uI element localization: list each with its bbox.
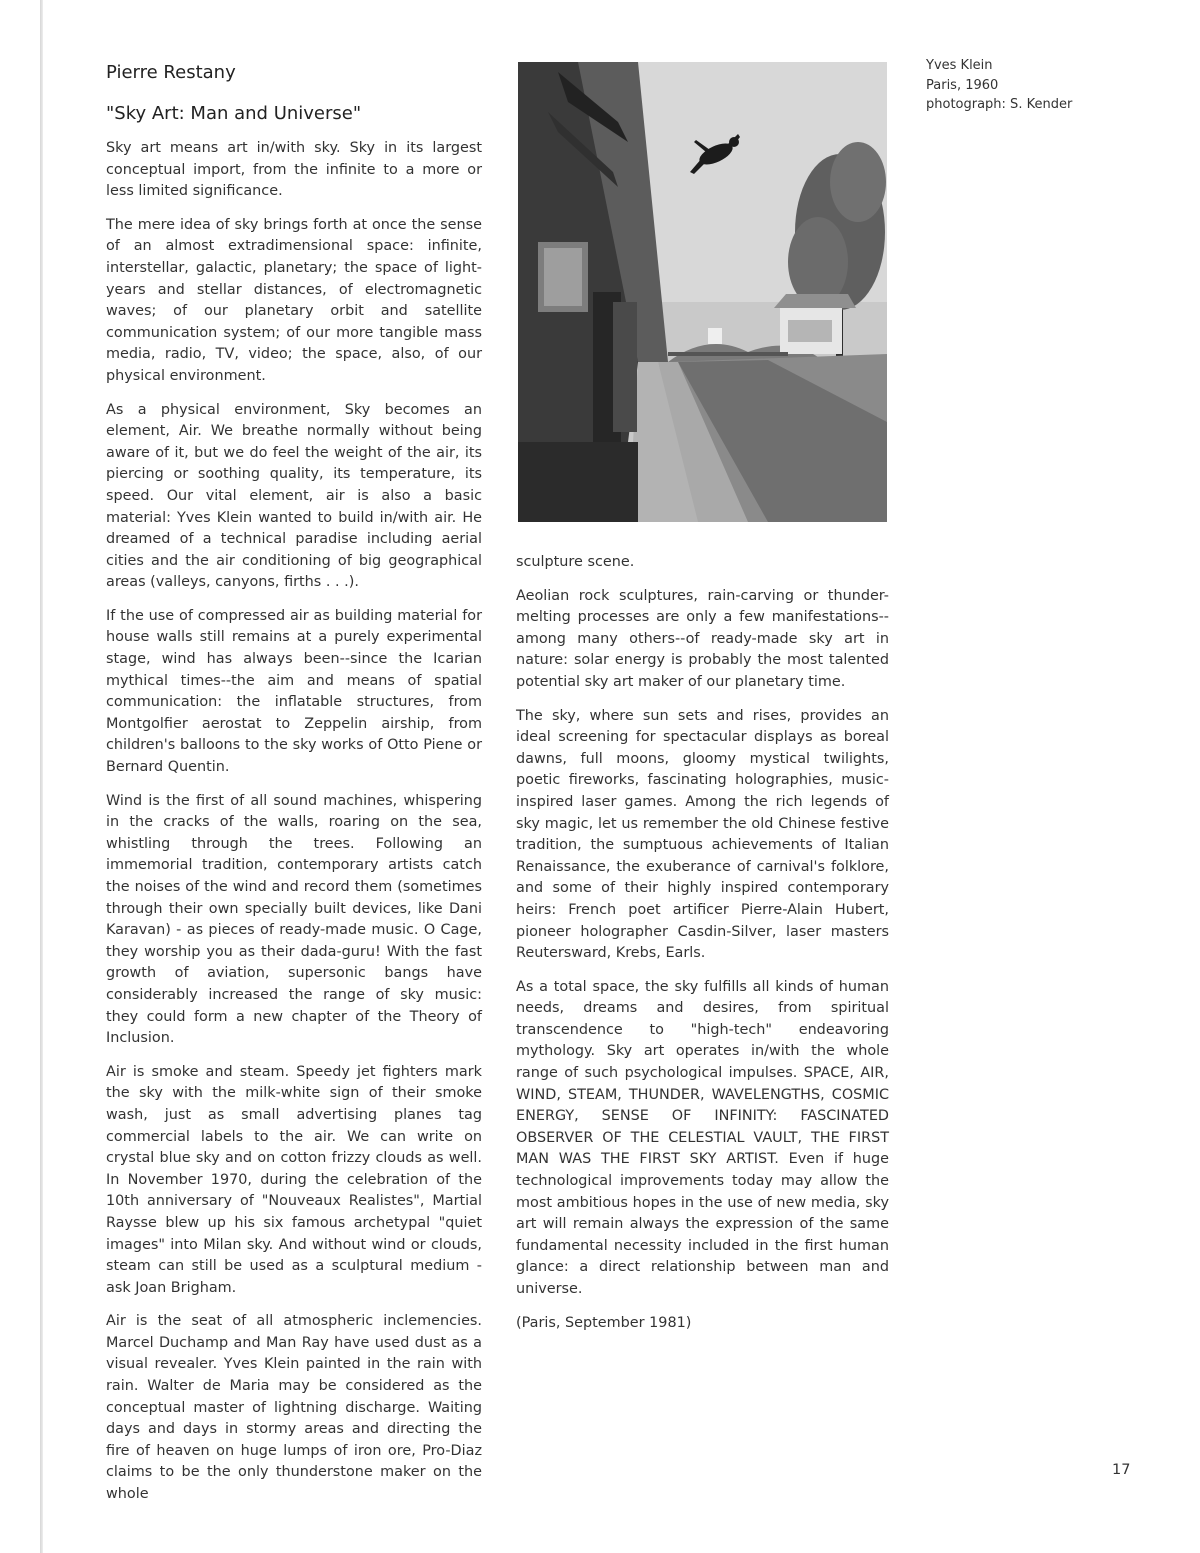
paragraph: Aeolian rock sculptures, rain-carving or thunder-melting processes are only a few manifestations--among many others--of ready-made sky art in nature: solar energy is probably the most talented potential sky art maker of our planetary time.	[516, 587, 889, 690]
paragraph: As a physical environment, Sky becomes an element, Air. We breathe normally without being aware of it, but we do feel the weight of the air, its piercing or soothing quality, its temperature, its speed. Our vital element, air is also a basic material: Yves Klein wanted to build in/with air. He dreamed of a technical paradise including aerial cities and the air conditioning of big geographical areas (valleys, canyons, firths . . .).	[106, 401, 482, 591]
paragraph: As a total space, the sky fulfills all kinds of human needs, dreams and desires, from spiritual transcendence to "high-tech" endeavoring mythology. Sky art operates in/with the whole range of such psychological impulses. SPACE, AIR, WIND, STEAM, THUNDER, WAVELENGTHS, COSMIC ENERGY, SENSE OF INFINITY: FASCINATED OBSERVER OF THE CELESTIAL VAULT, THE FIRST MAN WAS THE FIRST SKY ARTIST. Even if huge technological improvements today may allow the most ambitious hopes in the use of new media, sky art will remain always the expression of the same fundamental necessity included in the first human glance: a direct relationship between man and universe.	[516, 978, 889, 1297]
right-column	[516, 552, 889, 1346]
paragraph: The sky, where sun sets and rises, provides an ideal screening for spectacular displays as boreal dawns, full moons, gloomy mystical twilights, poetic fireworks, fascinating holographies, music-inspired laser games. Among the rich legends of sky magic, let us remember the old Chinese festive tradition, the sumptuous achievements of Italian Renaissance, the exuberance of carnival's folklore, and some of their highly inspired contemporary heirs: French poet artificer Pierre-Alain Hubert, pioneer holographer Casdin-Silver, laser masters Reutersward, Krebs, Earls.	[516, 707, 889, 962]
paragraph: If the use of compressed air as building material for house walls still remains at a purely experimental stage, wind has always been--since the Icarian mythical times--the aim and means of spatial communication: the inflatable structures, from Montgolfier aerostat to Zeppelin airship, from children's balloons to the sky works of Otto Piene or Bernard Quentin.	[106, 607, 482, 776]
leap-into-the-void-photograph	[518, 62, 887, 522]
caption-credit: photograph: S. Kender	[926, 97, 1073, 112]
caption-artist: Yves Klein	[926, 58, 993, 73]
paragraph: Air is the seat of all atmospheric inclemencies. Marcel Duchamp and Man Ray have used dust as a visual revealer. Yves Klein painted in the rain with rain. Walter de Maria may be considered as the conceptual master of lightning discharge. Waiting days and days in stormy areas and directing the fire of heaven on huge lumps of iron ore, Pro-Diaz claims to be the only thunderstone maker on the whole	[106, 1313, 482, 1503]
dateline: (Paris, September 1981)	[516, 1314, 692, 1331]
page-number: 17	[1112, 1462, 1131, 1478]
paragraph: Sky art means art in/with sky. Sky in its largest conceptual import, from the infinite to a more or less limited significance.	[106, 140, 482, 200]
paragraph: The mere idea of sky brings forth at once the sense of an almost extradimensional space: infinite, interstellar, galactic, planetary; the space of light-years and stellar distances, of electromagnetic waves; of our planetary orbit and satellite communication system; of our more tangible mass media, radio, TV, video; the space, also, of our physical environment.	[106, 216, 482, 384]
paragraph: sculpture scene.	[516, 554, 635, 570]
paragraph: Wind is the first of all sound machines, whispering in the cracks of the walls, roaring on the sea, whistling through the trees. Following an immemorial tradition, contemporary artists catch the noises of the wind and record them (sometimes through their own specially built devices, like Dani Karavan) - as pieces of ready-made music. O Cage, they worship you as their dada-guru! With the fast growth of aviation, supersonic bangs have considerably increased the range of sky music: they could form a new chapter of the Theory of Inclusion.	[106, 792, 482, 1047]
caption-place-date: Paris, 1960	[926, 77, 999, 93]
author-name: Pierre Restany	[106, 62, 236, 83]
page-spine-shadow	[40, 0, 43, 1553]
paragraph: Air is smoke and steam. Speedy jet fighters mark the sky with the milk-white sign of their smoke wash, just as small advertising planes tag commercial labels to the air. We can write on crystal blue sky and on cotton frizzy clouds as well. In November 1970, during the celebration of the 10th anniversary of "Nouveaux Realistes", Martial Raysse blew up his six famous archetypal "quiet images" into Milan sky. And without wind or clouds, steam can still be used as a sculptural medium - ask Joan Brigham.	[106, 1063, 482, 1296]
article-title: "Sky Art: Man and Universe"	[106, 103, 362, 124]
left-column	[106, 138, 482, 1518]
photo-caption	[926, 56, 1072, 115]
